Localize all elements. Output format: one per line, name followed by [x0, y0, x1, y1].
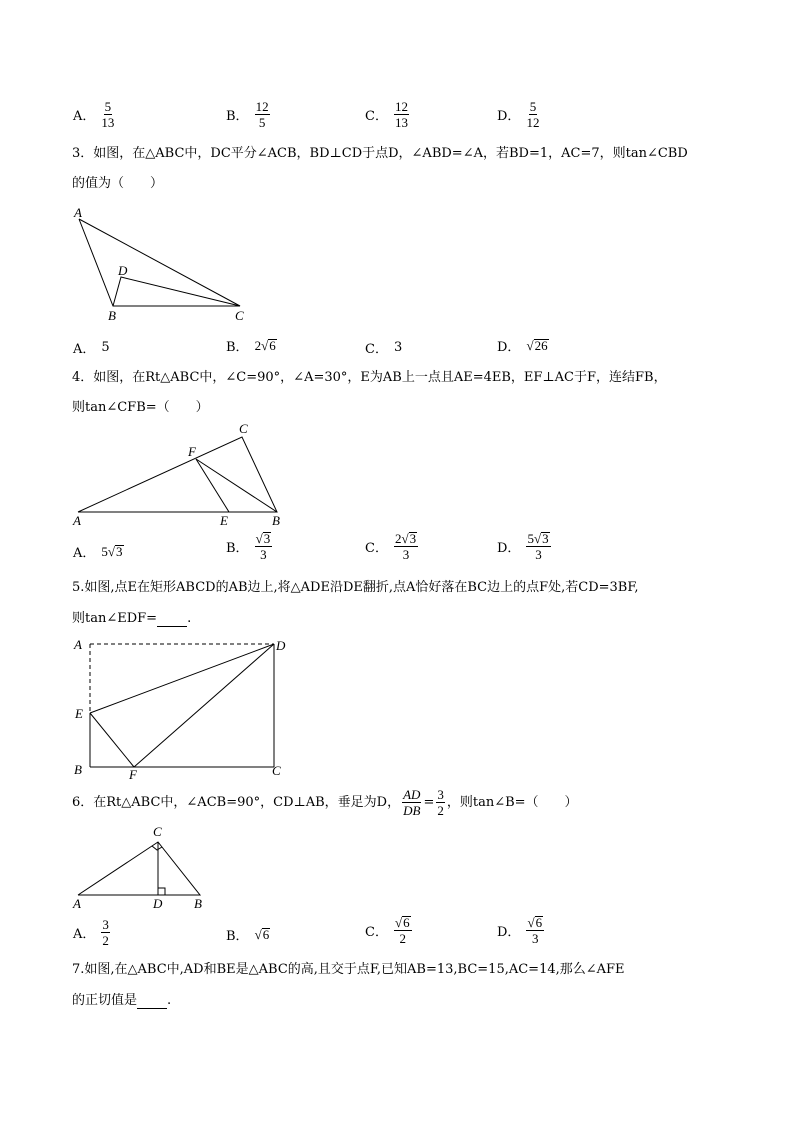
radical-expression: √ 6 — [254, 927, 270, 942]
option-letter: B． — [226, 541, 249, 556]
option-letter: A． — [73, 927, 96, 942]
fraction — [526, 916, 544, 945]
answer-blank[interactable] — [157, 614, 187, 627]
denominator: 13 — [394, 115, 408, 130]
q5-stem-line2 — [72, 611, 191, 627]
radical-expression: 5 √ 3 — [101, 544, 123, 559]
coefficient: 5 — [101, 544, 108, 559]
q4-label-e: E — [220, 513, 228, 528]
q6-option-a — [73, 918, 110, 947]
q5-stem-end: . — [187, 611, 192, 626]
coefficient: 5 — [527, 531, 534, 546]
numerator: 12 — [394, 99, 408, 114]
coefficient: 2 — [254, 338, 262, 353]
q4-label-c: C — [239, 421, 248, 436]
denominator: 13 — [101, 115, 115, 130]
q5-segment-ef — [90, 713, 134, 767]
q3-option-a — [73, 338, 110, 357]
q3-stem-line2: 的值为（ ） — [72, 176, 164, 191]
q5-label-b: B — [74, 762, 82, 777]
radicand: 26 — [534, 338, 548, 353]
q3-label-d: D — [118, 263, 128, 278]
option-letter: A． — [73, 342, 96, 357]
option-value: 5 — [101, 340, 110, 355]
q6-stem-suffix: ，则tan∠B=（ ） — [446, 794, 578, 810]
numerator: √ 6 — [394, 915, 410, 930]
q6-label-a: A — [73, 896, 81, 911]
q4-option-a — [73, 542, 124, 561]
q3-segments-bd-dc — [113, 277, 240, 306]
q5-label-f: F — [129, 767, 137, 782]
radicand: 3 — [116, 544, 123, 559]
radicand: 3 — [409, 531, 417, 546]
denominator: 3 — [402, 547, 410, 562]
q5-stem-line1: 5.如图,点E在矩形ABCD的AB边上,将△ADE沿DE翻折,点A恰好落在BC边上的点F处,若CD=3BF, — [72, 580, 639, 595]
q4-figure — [78, 437, 277, 512]
fraction — [255, 532, 273, 561]
q4-segment-fe — [196, 459, 229, 512]
q6-label-c: C — [153, 824, 162, 839]
q4-option-d — [497, 532, 551, 561]
denominator: 5 — [258, 115, 266, 130]
radical-expression: √ 26 — [526, 338, 548, 353]
numerator: 12 — [255, 99, 269, 114]
q5-segment-fd — [134, 644, 274, 767]
fraction — [394, 532, 418, 561]
denominator: 3 — [535, 547, 542, 562]
q5-label-a: A — [74, 637, 82, 652]
q7-stem-end: . — [167, 993, 172, 1008]
numerator: 3 — [102, 917, 109, 932]
q4-stem-line1: 4．如图，在Rt△ABC中，∠C=90°，∠A=30°，E为AB上一点且AE=4EB，EF⊥AC于F，连结FB， — [72, 370, 667, 385]
q5-segment-ed — [90, 644, 274, 713]
q3-option-b — [226, 336, 277, 355]
q3-option-d — [497, 336, 549, 355]
q6-label-b: B — [194, 896, 202, 911]
q3-triangle-abc — [79, 219, 240, 306]
q6-stem — [72, 788, 578, 817]
numerator: √ 6 — [527, 915, 543, 930]
numerator: 5 — [529, 99, 537, 114]
denominator: 2 — [437, 803, 444, 818]
q5-label-e: E — [75, 706, 83, 721]
q4-label-f: F — [188, 444, 196, 459]
option-letter: A． — [73, 546, 96, 561]
radical-expression: 2 √ 6 — [254, 338, 276, 353]
q3-stem-line1: 3．如图，在△ABC中，DC平分∠ACB，BD⊥CD于点D，∠ABD=∠A，若BD=1，AC=7，则tan∠CBD — [72, 146, 688, 161]
q6-option-d — [497, 916, 544, 945]
q6-figure — [78, 842, 200, 895]
option-letter: C． — [365, 541, 388, 556]
q5-stem-text: 则tan∠EDF= — [72, 611, 158, 626]
q6-stem-prefix: 6．在Rt△ABC中，∠ACB=90°，CD⊥AB，垂足为D， — [72, 794, 401, 810]
q6-label-d: D — [153, 896, 163, 911]
q4-option-b — [226, 532, 272, 561]
radicand: 3 — [542, 531, 549, 546]
option-letter: C． — [365, 925, 388, 940]
radicand: 6 — [269, 338, 276, 353]
radicand: 6 — [535, 915, 543, 930]
fraction — [394, 916, 412, 945]
ratio-fraction — [402, 788, 421, 817]
option-letter: D． — [497, 925, 521, 940]
q7-stem-text: 的正切值是 — [72, 993, 138, 1008]
option-letter: D． — [497, 109, 521, 124]
q6-option-b — [226, 925, 270, 944]
option-letter: A． — [73, 109, 96, 124]
option-value: 3 — [393, 340, 403, 355]
q5-figure — [90, 644, 274, 767]
radicand: 3 — [263, 531, 271, 546]
denominator: 3 — [532, 931, 539, 946]
denominator: 2 — [102, 933, 109, 948]
denominator: 2 — [399, 931, 407, 946]
denominator: 12 — [526, 115, 540, 130]
q7-stem-line2 — [72, 993, 171, 1009]
option-letter: B． — [226, 109, 249, 124]
q3-label-b: B — [108, 308, 116, 323]
q4-label-b: B — [272, 513, 280, 528]
q6-triangle-abc — [78, 842, 200, 895]
option-letter: C． — [365, 342, 388, 357]
q4-option-c — [365, 532, 418, 561]
q6-option-c — [365, 916, 412, 945]
numerator: 5 — [104, 99, 112, 114]
equals-sign: = — [423, 794, 435, 810]
denominator: DB — [403, 803, 421, 818]
q4-label-a: A — [73, 513, 81, 528]
answer-blank[interactable] — [137, 996, 167, 1009]
q7-stem-line1: 7.如图,在△ABC中,AD和BE是△ABC的高,且交于点F,已知AB=13,BC=15,AC=14,那么∠AFE — [72, 962, 625, 977]
option-letter: D． — [497, 541, 521, 556]
option-letter: C． — [365, 109, 388, 124]
q4-stem-line2: 则tan∠CFB=（ ） — [72, 400, 209, 415]
fraction — [101, 918, 110, 947]
q6-right-angle-d — [158, 888, 165, 895]
q4-triangle-abc — [78, 437, 277, 512]
q3-figure — [79, 219, 240, 306]
q3-label-a: A — [74, 205, 82, 220]
q5-label-d: D — [276, 638, 286, 653]
q3-option-c — [365, 338, 402, 357]
option-letter: D． — [497, 340, 521, 355]
denominator: 3 — [260, 547, 267, 562]
coefficient: 2 — [394, 531, 402, 546]
option-letter: B． — [226, 929, 249, 944]
numerator: √ 3 — [255, 531, 271, 546]
option-letter: B． — [226, 340, 249, 355]
q3-label-c: C — [235, 308, 244, 323]
numerator: 3 — [437, 787, 444, 802]
q5-label-c: C — [272, 763, 281, 778]
radicand: 6 — [262, 927, 270, 942]
fraction — [526, 532, 550, 561]
numerator: 5 √ 3 — [527, 531, 549, 546]
numerator: 2 √ 3 — [394, 531, 417, 546]
q6-right-angle-c — [152, 846, 162, 850]
value-fraction — [436, 788, 445, 817]
numerator: AD — [403, 787, 421, 802]
radicand: 6 — [403, 915, 410, 930]
